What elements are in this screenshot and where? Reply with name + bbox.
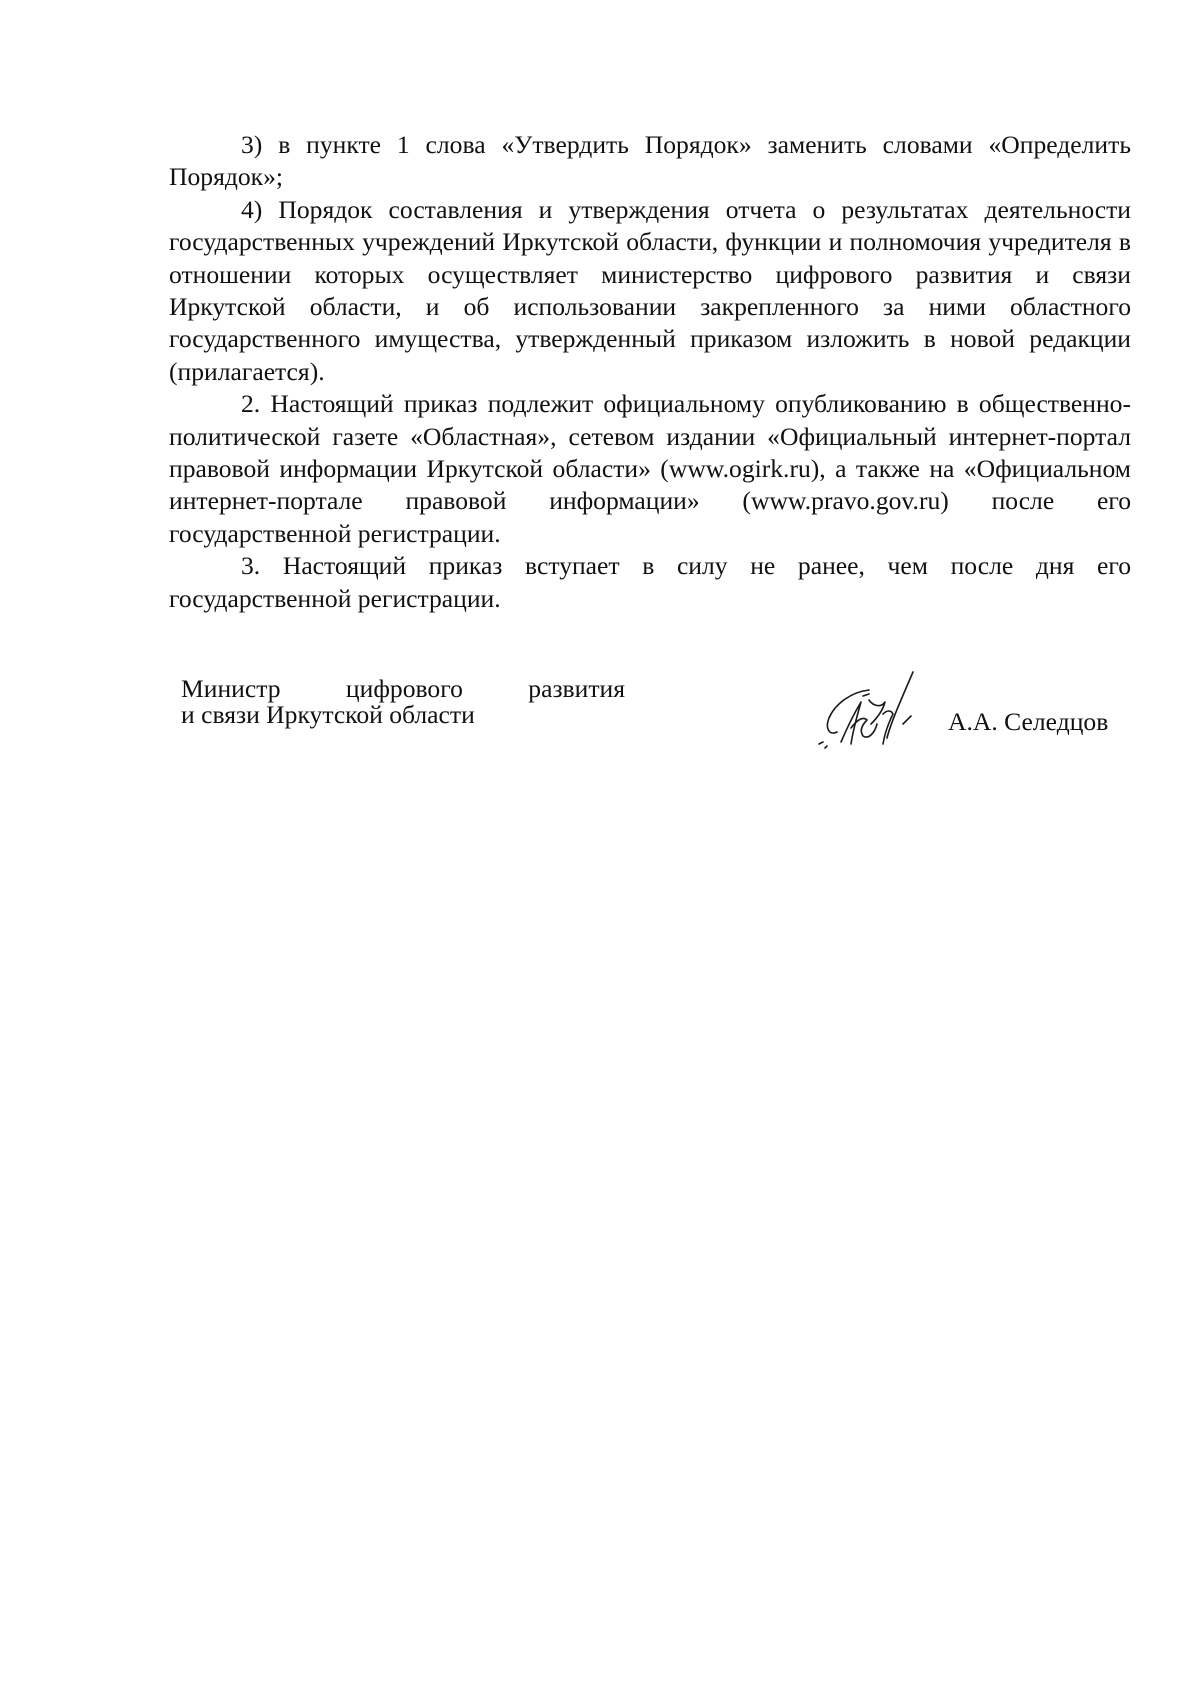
signature-block [181, 676, 1131, 766]
paragraph-item-4: 4) Порядок составления и утверждения отчета о результатах деятельности государственных учреждений Иркутской области, функции и полномочия учредителя в отношении которых осуществляет министерство цифрового развития и связи Иркутской области, и об использовании закрепленного за ними областного государственного имущества, утвержденный приказом изложить в новой редакции (прилагается). [169, 194, 1131, 386]
handwritten-signature [811, 666, 946, 766]
paragraph-item-3: 3) в пункте 1 слова «Утвердить Порядок» заменить словами «Определить Порядок»; [169, 130, 1131, 192]
paragraph-publication: 2. Настоящий приказ подлежит официальному опубликованию в общественно-политической газете «Областная», сетевом издании «Официальный интернет-портал правовой информации Иркутской области» (www.ogirk.ru), а также на «Официальном интернет-портале правовой информации» (www.pravo.gov.ru) после его государственной регистрации. [169, 389, 1131, 548]
paragraph-effective-date: 3. Настоящий приказ вступает в силу не ранее, чем после дня его государственной регистрации. [169, 551, 1131, 613]
document-body [169, 129, 1131, 615]
signer-position-line-2: и связи Иркутской области [181, 700, 475, 729]
signer-position [181, 676, 625, 728]
signer-position-line-1: Министр цифрового развития [181, 674, 625, 703]
signer-name: А.А. Селедцов [948, 707, 1109, 736]
